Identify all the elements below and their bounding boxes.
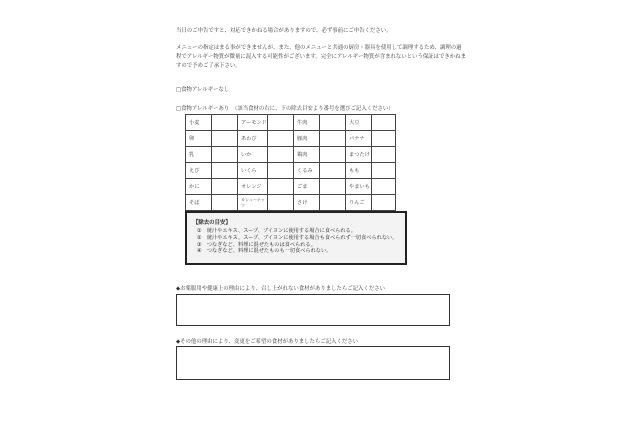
allergy-number-cell[interactable] [212,115,238,131]
answer-medical-box[interactable] [176,294,450,326]
allergy-food-cell: りんご [346,195,372,211]
allergy-number-cell[interactable] [268,163,294,179]
allergy-food-cell: あわび [238,131,268,147]
allergy-food-cell: 大豆 [346,115,372,131]
no-allergy-checkbox-label[interactable]: □食物アレルギーなし [176,87,230,93]
allergy-table-row [186,131,396,147]
allergy-number-cell[interactable] [212,195,238,211]
answer-other-box[interactable] [176,346,450,380]
guide-item: ② 焼汁やエキス、スープ、ブイヨンに使用する場合も食べられず一切食べられない。 [197,234,398,241]
allergy-food-cell: 牛肉 [294,115,320,131]
allergy-number-cell[interactable] [212,179,238,195]
allergy-food-cell: もも [346,163,372,179]
allergy-food-cell: オレンジ [238,179,268,195]
allergy-table-row [186,179,396,195]
allergy-food-cell: そば [186,195,212,211]
removal-guide-box [185,211,407,265]
allergy-number-cell[interactable] [372,195,396,211]
allergy-food-cell: やまいも [346,179,372,195]
allergy-number-cell[interactable] [372,115,396,131]
allergy-number-cell[interactable] [320,147,346,163]
guide-title: 【除去の目安】 [193,220,231,226]
allergy-table-row [186,163,396,179]
allergy-food-cell: 小麦 [186,115,212,131]
allergy-food-cell: くるみ [294,163,320,179]
notice-paragraph: メニューの指定はまる事ができませんが、また、他のメニューと共通の厨房・器具を使用して調理するため、調理の過程でアレルギー物質が微量に混入する可能性がございます。完全にアレルギー物質が含まれないという保証はできかねますので予めご了承下さい。 [176,45,466,69]
guide-item: ① 焼汁やエキス、スープ、ブイヨンに使用する場合に食べられる。 [197,228,356,234]
allergy-food-cell: ごま [294,179,320,195]
allergy-food-cell: いか [238,147,268,163]
allergy-number-cell[interactable] [320,163,346,179]
allergy-number-cell[interactable] [268,195,294,211]
allergy-food-cell: さけ [294,195,320,211]
allergy-food-cell: まつたけ [346,147,372,163]
allergy-number-cell[interactable] [320,179,346,195]
allergy-food-cell: えび [186,163,212,179]
allergy-food-cell: 豚肉 [294,131,320,147]
allergy-number-cell[interactable] [320,131,346,147]
allergy-number-cell[interactable] [268,131,294,147]
allergy-food-cell: いくら [238,163,268,179]
guide-item: ④ つなぎなど、料理に混ぜたものも一切食べられない。 [197,248,332,255]
allergy-table-row [186,147,396,163]
allergy-food-cell: 乳 [186,147,212,163]
allergy-number-cell[interactable] [212,147,238,163]
allergy-food-cell: 卵 [186,131,212,147]
allergy-number-cell[interactable] [372,163,396,179]
notice-line-1: 当日のご申告ですと、対応できかねる場合がありますので、必ず事前にご申告ください。 [176,28,392,34]
allergy-number-cell[interactable] [212,131,238,147]
allergy-food-cell: カシューナッツ [238,195,268,211]
has-allergy-checkbox-label[interactable]: □食物アレルギーあり （該当食材の右に、下の除去目安より番号を選びご記入ください） [176,106,394,112]
guide-item: ③ つなぎなど、料理に混ぜたものは食べられる。 [197,241,316,248]
allergy-number-cell[interactable] [372,131,396,147]
allergy-table-row [186,195,396,211]
allergy-number-cell[interactable] [268,115,294,131]
allergy-number-cell[interactable] [372,147,396,163]
allergy-number-cell[interactable] [320,115,346,131]
allergy-food-cell: 鶏肉 [294,147,320,163]
allergy-number-cell[interactable] [320,195,346,211]
question-other-label: ◆その他の理由により、変更をご希望の食材がありましたらご記入ください [176,339,359,345]
allergy-food-cell: バナナ [346,131,372,147]
allergy-number-cell[interactable] [212,163,238,179]
allergy-number-cell[interactable] [268,179,294,195]
allergy-number-cell[interactable] [268,147,294,163]
allergy-number-cell[interactable] [372,179,396,195]
allergy-table-row [186,115,396,131]
question-medical-label: ◆お薬服用や健康上の理由により、召し上がれない食材がありましたらご記入ください [176,286,385,292]
allergy-food-cell: アーモンド [238,115,268,131]
allergy-food-cell: かに [186,179,212,195]
